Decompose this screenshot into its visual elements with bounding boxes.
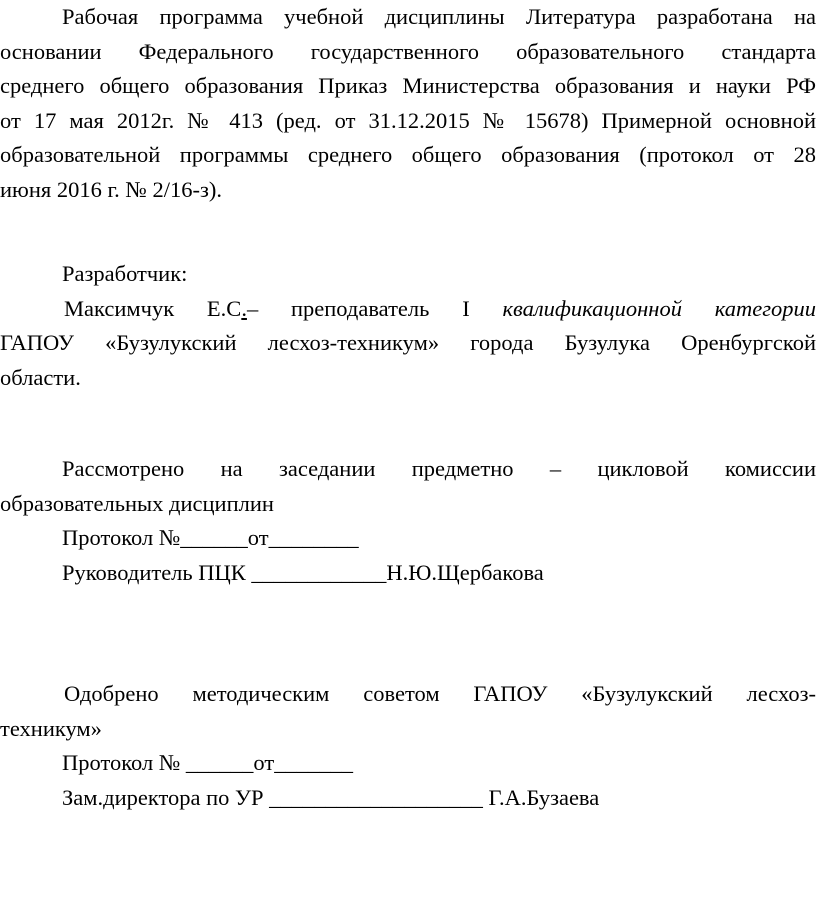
intro-line-5: образовательной программы среднего общего образования (протокол от 28 [0,142,816,167]
commission-block [0,452,816,590]
developer-role: – преподаватель I [246,295,503,321]
intro-line-1: Рабочая программа учебной дисциплины Литература разработана на [62,4,816,29]
intro-line-4: от 17 мая 2012г. № 413 (ред. от 31.12.2015 № 15678) Примерной основной [0,107,816,133]
commission-head: Руководитель ПЦК ____________Н.Ю.Щербакова [62,559,544,585]
developer-line-1 [0,292,816,327]
developer-line-2: ГАПОУ «Бузулукский лесхоз-техникум» города Бузулука Оренбургской [0,330,816,355]
intro-line-3: среднего общего образования Приказ Министерства образования и науки РФ [0,73,816,98]
developer-line-3: области. [0,364,81,390]
commission-line-1: Рассмотрено на заседании предметно – цикловой комиссии [62,456,816,481]
developer-heading: Разработчик: [62,261,188,286]
intro-line-6: июня 2016 г. № 2/16-з). [0,176,223,202]
council-block [0,677,816,815]
council-line-2: техникум» [0,715,102,741]
commission-line-2: образовательных дисциплин [0,490,274,516]
council-protocol: Протокол № ______от_______ [62,750,353,775]
commission-protocol: Протокол №______от________ [62,525,359,550]
developer-name: Максимчук Е.С [64,295,242,321]
developer-name-period: . [241,295,247,321]
developer-category: квалификационной категории [502,295,816,321]
developer-block [0,257,816,395]
intro-line-2: основании Федерального государственного образовательного стандарта [0,38,816,64]
council-line-1: Одобрено методическим советом ГАПОУ «Бузулукский лесхоз- [64,681,816,706]
council-deputy: Зам.директора по УР ___________________ Г.А.Бузаева [62,784,600,810]
intro-paragraph [0,0,816,207]
